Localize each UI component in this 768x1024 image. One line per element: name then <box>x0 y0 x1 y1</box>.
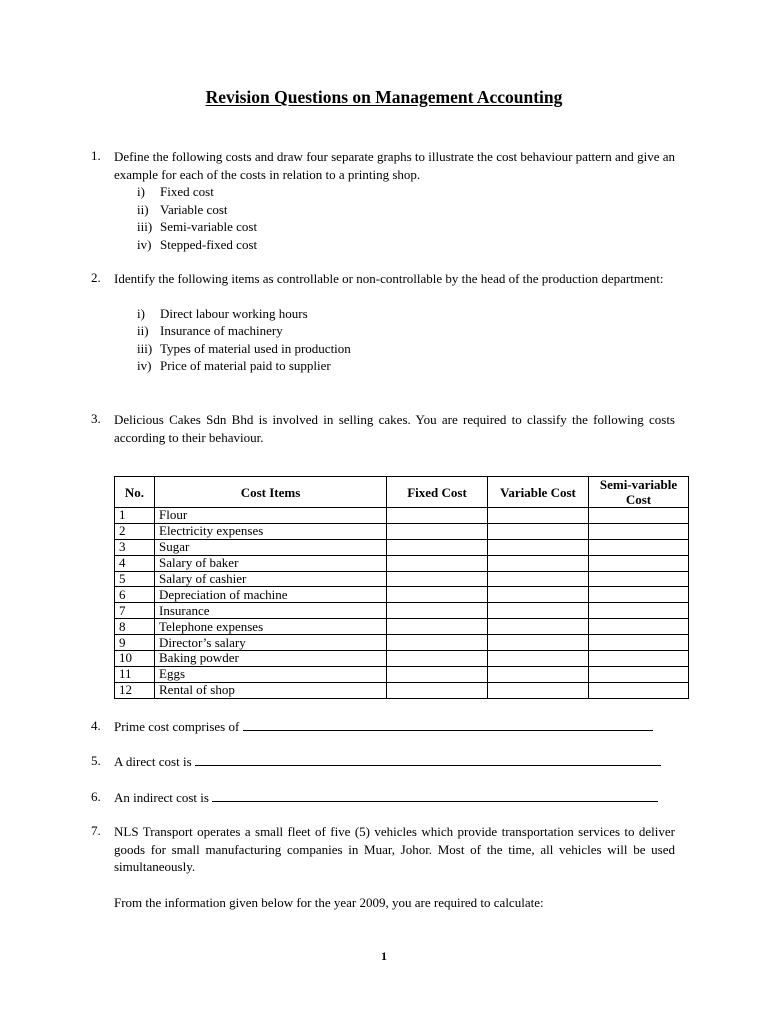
fixed-cost-cell[interactable] <box>387 651 488 667</box>
row-number: 9 <box>115 635 155 651</box>
list-item <box>114 322 675 340</box>
row-number: 7 <box>115 603 155 619</box>
row-number: 10 <box>115 651 155 667</box>
question-text: Prime cost comprises of <box>114 719 240 734</box>
semi-variable-cost-cell[interactable] <box>589 619 689 635</box>
table-row <box>115 619 689 635</box>
list-item <box>114 340 675 358</box>
list-item <box>114 201 675 219</box>
row-number: 4 <box>115 555 155 571</box>
variable-cost-cell[interactable] <box>488 666 589 682</box>
variable-cost-cell[interactable] <box>488 603 589 619</box>
semi-variable-cost-cell[interactable] <box>589 555 689 571</box>
question-number: 1. <box>91 148 101 163</box>
question-2 <box>91 270 675 375</box>
table-row <box>115 651 689 667</box>
list-marker: iii) <box>137 340 153 356</box>
cost-item: Electricity expenses <box>155 523 387 539</box>
cost-item: Telephone expenses <box>155 619 387 635</box>
question-7 <box>91 823 675 911</box>
cost-item: Salary of cashier <box>155 571 387 587</box>
row-number: 8 <box>115 619 155 635</box>
variable-cost-cell[interactable] <box>488 539 589 555</box>
cost-item: Depreciation of machine <box>155 587 387 603</box>
list-marker: i) <box>137 184 145 199</box>
row-number: 1 <box>115 508 155 524</box>
fixed-cost-cell[interactable] <box>387 666 488 682</box>
table-row <box>115 603 689 619</box>
question-text-continued: From the information given below for the year 2009, you are required to calculate: <box>114 894 544 910</box>
column-header-fixed-cost: Fixed Cost <box>387 477 488 508</box>
row-number: 5 <box>115 571 155 587</box>
table-row <box>115 635 689 651</box>
table-row <box>115 666 689 682</box>
question-5 <box>91 753 675 771</box>
table-row <box>115 587 689 603</box>
variable-cost-cell[interactable] <box>488 523 589 539</box>
question-number: 6. <box>91 789 101 804</box>
fixed-cost-cell[interactable] <box>387 619 488 635</box>
question-text: A direct cost is <box>114 754 192 769</box>
list-item <box>114 218 675 236</box>
answer-blank-line[interactable] <box>195 755 661 766</box>
question-text: Define the following costs and draw four separate graphs to illustrate the cost behaviour pattern and give an example for each of the costs in relation to a printing shop. <box>114 149 675 182</box>
variable-cost-cell[interactable] <box>488 635 589 651</box>
list-item-text: Semi-variable cost <box>160 219 258 234</box>
cost-item: Baking powder <box>155 651 387 667</box>
fixed-cost-cell[interactable] <box>387 508 488 524</box>
fixed-cost-cell[interactable] <box>387 555 488 571</box>
question-1 <box>91 148 675 253</box>
question-text: An indirect cost is <box>114 790 209 805</box>
list-marker: i) <box>137 305 145 321</box>
list-item <box>114 357 675 375</box>
question-number: 3. <box>91 411 101 426</box>
row-number: 3 <box>115 539 155 555</box>
list-marker: ii) <box>137 323 149 338</box>
row-number: 11 <box>115 666 155 682</box>
variable-cost-cell[interactable] <box>488 619 589 635</box>
sub-item-list <box>114 183 675 253</box>
cost-item: Rental of shop <box>155 682 387 698</box>
semi-variable-cost-cell[interactable] <box>589 571 689 587</box>
list-item <box>114 236 675 254</box>
variable-cost-cell[interactable] <box>488 555 589 571</box>
column-header-no: No. <box>115 477 155 508</box>
question-number: 4. <box>91 718 101 733</box>
cost-item: Salary of baker <box>155 555 387 571</box>
semi-variable-cost-cell[interactable] <box>589 508 689 524</box>
answer-blank-line[interactable] <box>212 791 658 802</box>
question-number: 5. <box>91 753 101 768</box>
question-number: 2. <box>91 270 101 285</box>
cost-item: Flour <box>155 508 387 524</box>
list-item <box>114 183 675 201</box>
question-number: 7. <box>91 823 101 838</box>
question-text: NLS Transport operates a small fleet of five (5) vehicles which provide transportation services to deliver goods for small manufacturing companies in Muar, Johor. Most of the time, all vehicles will be used simultaneously. <box>114 824 675 874</box>
list-marker: iii) <box>137 219 153 234</box>
question-4 <box>91 718 675 736</box>
table-row <box>115 523 689 539</box>
answer-blank-line[interactable] <box>243 720 653 731</box>
list-item-text: Fixed cost <box>160 184 214 199</box>
semi-variable-cost-cell[interactable] <box>589 682 689 698</box>
fixed-cost-cell[interactable] <box>387 539 488 555</box>
fixed-cost-cell[interactable] <box>387 603 488 619</box>
variable-cost-cell[interactable] <box>488 508 589 524</box>
fixed-cost-cell[interactable] <box>387 523 488 539</box>
cost-item: Insurance <box>155 603 387 619</box>
page-number: 1 <box>381 949 387 963</box>
row-number: 2 <box>115 523 155 539</box>
list-item-text: Types of material used in production <box>160 340 351 356</box>
fixed-cost-cell[interactable] <box>387 635 488 651</box>
list-marker: iv) <box>137 236 152 252</box>
cost-classification-table <box>114 476 689 699</box>
row-number: 6 <box>115 587 155 603</box>
list-item-text: Price of material paid to supplier <box>160 358 331 373</box>
list-marker: ii) <box>137 201 149 217</box>
sub-item-list <box>114 305 675 375</box>
variable-cost-cell[interactable] <box>488 587 589 603</box>
table-row <box>115 571 689 587</box>
variable-cost-cell[interactable] <box>488 571 589 587</box>
list-item-text: Stepped-fixed cost <box>160 236 258 252</box>
table-row <box>115 555 689 571</box>
table-row <box>115 539 689 555</box>
document-title: Revision Questions on Management Accounting <box>205 87 563 107</box>
fixed-cost-cell[interactable] <box>387 682 488 698</box>
semi-variable-cost-cell[interactable] <box>589 539 689 555</box>
list-item-text: Direct labour working hours <box>160 305 308 321</box>
semi-variable-cost-cell[interactable] <box>589 635 689 651</box>
column-header-variable-cost: Variable Cost <box>488 477 589 508</box>
fixed-cost-cell[interactable] <box>387 587 488 603</box>
variable-cost-cell[interactable] <box>488 682 589 698</box>
question-text: Identify the following items as controllable or non-controllable by the head of the production department: <box>114 271 664 286</box>
table-header-row <box>115 477 689 508</box>
list-item-text: Variable cost <box>160 201 228 217</box>
row-number: 12 <box>115 682 155 698</box>
table-row <box>115 508 689 524</box>
cost-item: Director’s salary <box>155 635 387 651</box>
column-header-cost-items: Cost Items <box>155 477 387 508</box>
question-6 <box>91 789 675 807</box>
list-item-text: Insurance of machinery <box>160 323 283 338</box>
semi-variable-cost-cell[interactable] <box>589 523 689 539</box>
fixed-cost-cell[interactable] <box>387 571 488 587</box>
semi-variable-cost-cell[interactable] <box>589 603 689 619</box>
variable-cost-cell[interactable] <box>488 651 589 667</box>
cost-item: Eggs <box>155 666 387 682</box>
semi-variable-cost-cell[interactable] <box>589 666 689 682</box>
semi-variable-cost-cell[interactable] <box>589 587 689 603</box>
question-3 <box>91 411 675 446</box>
list-marker: iv) <box>137 358 152 373</box>
cost-item: Sugar <box>155 539 387 555</box>
list-item <box>114 305 675 323</box>
question-text: Delicious Cakes Sdn Bhd is involved in selling cakes. You are required to classify the following costs according to their behaviour. <box>114 412 675 445</box>
column-header-semi-variable-cost: Semi-variable Cost <box>589 477 689 508</box>
semi-variable-cost-cell[interactable] <box>589 651 689 667</box>
table-row <box>115 682 689 698</box>
